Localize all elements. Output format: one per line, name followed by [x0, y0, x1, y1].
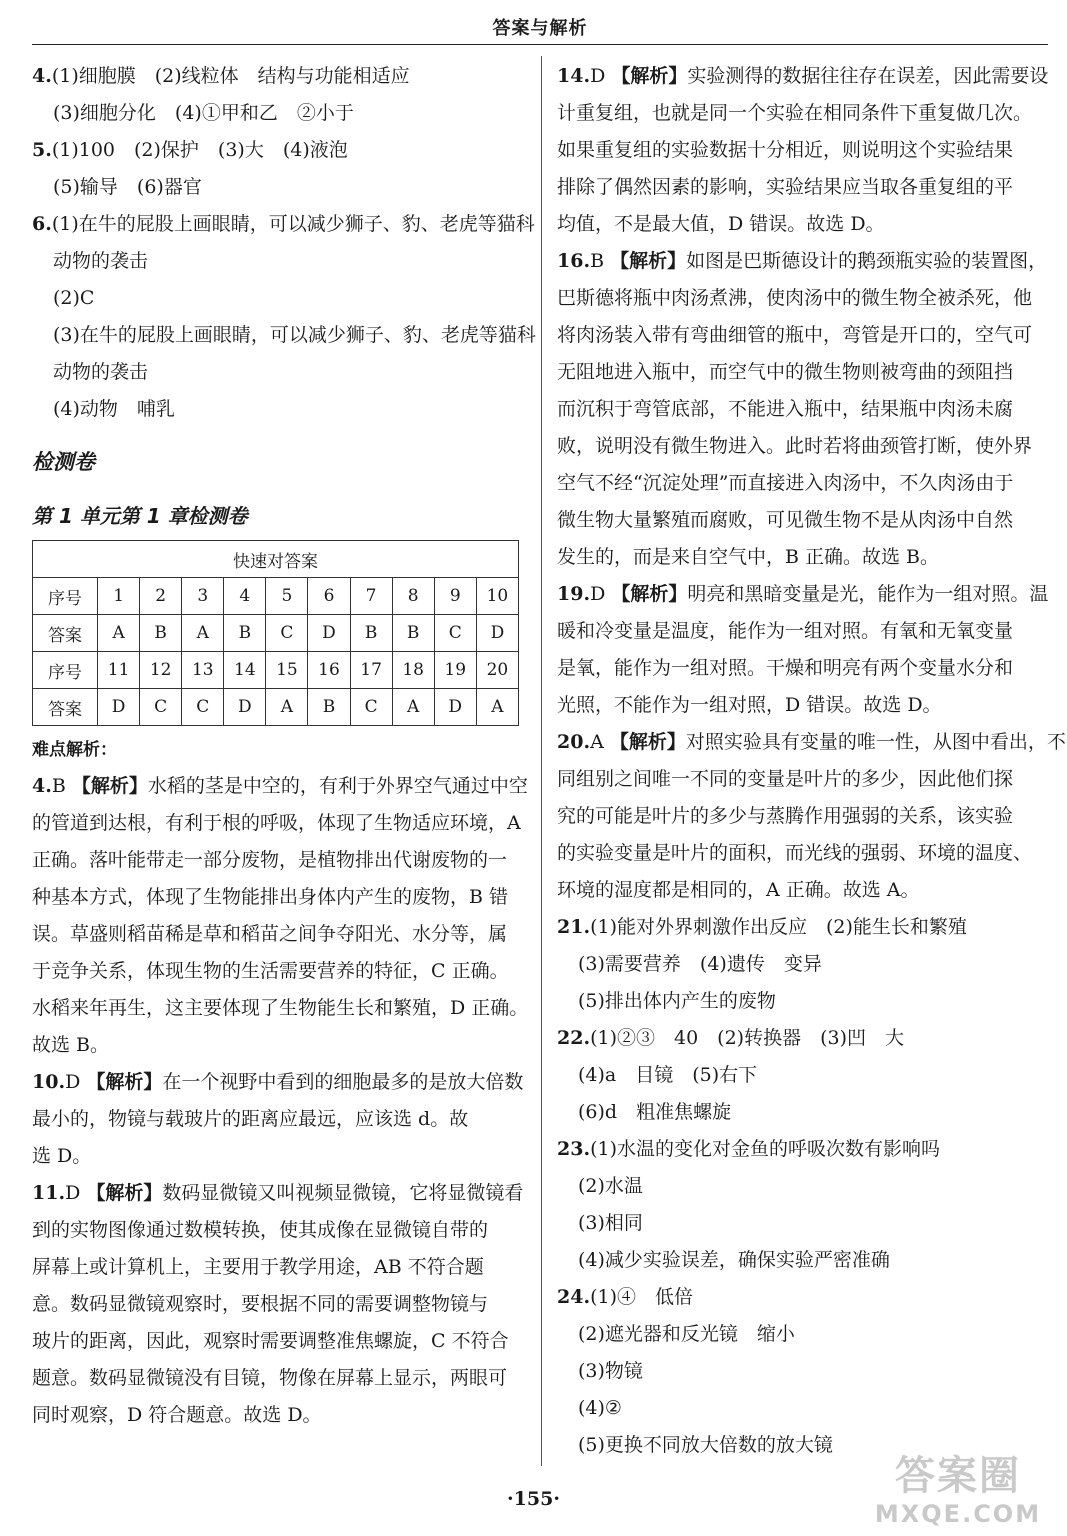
analysis-line: 玻片的距离，因此，观察时需要调整准焦螺旋，C 不符合 — [32, 1330, 509, 1352]
analysis-line: 于竞争关系，体现生物的生活需要营养的特征，C 正确。 — [32, 960, 509, 982]
answer-line: (3)相同 — [578, 1212, 643, 1234]
analysis-tag: 【解析】 — [86, 1071, 163, 1093]
table-cell: B — [140, 615, 182, 652]
answer-letter: D — [65, 1182, 81, 1204]
question-number: 16. — [557, 250, 591, 272]
analysis-line: 误。草盛则稻苗稀是草和稻苗之间争夺阳光、水分等，属 — [32, 923, 508, 945]
watermark-text: 答案圈 — [895, 1453, 1021, 1499]
row-label: 序号 — [33, 652, 98, 689]
analysis-line: 计重复组，也就是同一个实验在相同条件下重复做几次。 — [557, 102, 1033, 124]
answer-6-line: (2)C — [53, 287, 95, 309]
analysis-tag: 【解析】 — [609, 731, 686, 753]
answer-line: (2)水温 — [578, 1175, 643, 1197]
answer-letter: D — [65, 1071, 81, 1093]
analysis-line: 将肉汤装入带有弯曲细管的瓶中，弯管是开口的，空气可 — [557, 324, 1033, 346]
table-row — [33, 615, 519, 652]
analysis-19 — [557, 576, 1047, 724]
table-row — [33, 652, 519, 689]
answer-5-line: (1)100 (2)保护 (3)大 (4)液泡 — [51, 139, 348, 161]
answer-4: 4.(1)细胞膜 (2)线粒体 结构与功能相适应 (3)细胞分化 (4)①甲和乙 ②小于 — [32, 65, 410, 124]
answer-line: (6)d 粗准焦螺旋 — [578, 1101, 732, 1123]
table-cell: 18 — [392, 652, 434, 689]
table-cell: C — [140, 689, 182, 726]
analysis-line: 最小的，物镜与载玻片的距离应最远，应该选 d。故 — [32, 1108, 469, 1130]
quick-answer-table — [32, 540, 519, 726]
analysis-10 — [32, 1064, 532, 1175]
table-caption: 快速对答案 — [33, 541, 519, 578]
analysis-line: 巴斯德将瓶中肉汤煮沸，使肉汤中的微生物全被杀死，他 — [557, 287, 1033, 309]
table-cell: D — [308, 615, 350, 652]
table-cell: 20 — [476, 652, 518, 689]
table-cell: C — [266, 615, 308, 652]
row-label: 序号 — [33, 578, 98, 615]
table-cell: C — [350, 689, 392, 726]
answer-6-line: 动物的袭击 — [53, 361, 149, 383]
table-cell: 3 — [182, 578, 224, 615]
analysis-line: 均值，不是最大值，D 错误。故选 D。 — [557, 213, 885, 235]
analysis-line: 明亮和黑暗变量是光，能作为一组对照。温 — [687, 583, 1049, 605]
table-cell: 5 — [266, 578, 308, 615]
analysis-line: 空气不经“沉淀处理”而直接进入肉汤中，不久肉汤由于 — [557, 472, 1014, 494]
analysis-line: 水稻来年再生，这主要体现了生物能生长和繁殖，D 正确。 — [32, 997, 529, 1019]
analysis-line: 题意。数码显微镜没有目镜，物像在屏幕上显示，两眼可 — [32, 1367, 508, 1389]
answer-21 — [557, 909, 1047, 1020]
table-cell: D — [224, 689, 266, 726]
answer-23 — [557, 1131, 1047, 1279]
table-cell: 13 — [182, 652, 224, 689]
right-column — [557, 58, 1066, 1464]
row-label: 答案 — [33, 615, 98, 652]
table-cell: 11 — [98, 652, 140, 689]
analysis-line: 微生物大量繁殖而腐败，可见微生物不是从肉汤中自然 — [557, 509, 1014, 531]
analysis-tag: 【解析】 — [86, 1182, 163, 1204]
analysis-line: 同组别之间唯一不同的变量是叶片的多少，因此他们探 — [557, 768, 1014, 790]
table-cell: 19 — [434, 652, 476, 689]
answer-4-line: (3)细胞分化 (4)①甲和乙 ②小于 — [53, 102, 354, 124]
analysis-line: 而沉积于弯管底部，不能进入瓶中，结果瓶中肉汤未腐 — [557, 398, 1014, 420]
answer-4-line: (1)细胞膜 (2)线粒体 结构与功能相适应 — [51, 65, 410, 87]
hard-analysis-title: 难点解析： — [32, 740, 117, 760]
analysis-20 — [557, 724, 1066, 909]
column-divider — [541, 56, 542, 1466]
table-cell: B — [350, 615, 392, 652]
analysis-line: 同时观察，D 符合题意。故选 D。 — [32, 1404, 322, 1426]
table-cell: 12 — [140, 652, 182, 689]
section-title: 检测卷 — [32, 450, 95, 474]
table-cell: D — [98, 689, 140, 726]
answer-5: 5.(1)100 (2)保护 (3)大 (4)液泡 (5)输导 (6)器官 — [32, 139, 348, 198]
answer-line: (4)减少实验误差，确保实验严密准确 — [578, 1249, 890, 1271]
question-number: 22. — [557, 1027, 591, 1049]
table-cell: A — [392, 689, 434, 726]
table-cell: 15 — [266, 652, 308, 689]
table-cell: A — [476, 689, 518, 726]
page-header — [32, 14, 1048, 45]
answer-line: (4)② — [578, 1397, 622, 1419]
analysis-line: 在一个视野中看到的细胞最多的是放大倍数 — [162, 1071, 524, 1093]
analysis-line: 意。数码显微镜观察时，要根据不同的需要调整物镜与 — [32, 1293, 489, 1315]
question-number: 21. — [557, 916, 591, 938]
watermark-url: MXQE.COM — [874, 1500, 1042, 1528]
analysis-line: 的实验变量是叶片的面积，而光线的强弱、环境的温度、 — [557, 842, 1033, 864]
answer-6-line: (4)动物 哺乳 — [53, 398, 175, 420]
table-cell: B — [308, 689, 350, 726]
table-cell: 4 — [224, 578, 266, 615]
table-cell: 17 — [350, 652, 392, 689]
answer-22 — [557, 1020, 1047, 1131]
analysis-line: 发生的，而是来自空气中，B 正确。故选 B。 — [557, 546, 940, 568]
table-cell: 1 — [98, 578, 140, 615]
answer-letter: D — [590, 65, 606, 87]
page-number: ·155· — [507, 1488, 560, 1510]
answer-line: (5)更换不同放大倍数的放大镜 — [578, 1434, 833, 1456]
analysis-line: 环境的湿度都是相同的，A 正确。故选 A。 — [557, 879, 920, 901]
table-cell: A — [182, 615, 224, 652]
question-number: 19. — [557, 583, 591, 605]
table-cell: C — [434, 615, 476, 652]
table-cell: 8 — [392, 578, 434, 615]
question-number: 11. — [32, 1182, 66, 1204]
left-column — [32, 58, 536, 1434]
answer-line: (3)物镜 — [578, 1360, 643, 1382]
table-cell: B — [392, 615, 434, 652]
table-cell: C — [182, 689, 224, 726]
analysis-4 — [32, 768, 532, 1064]
table-cell: 9 — [434, 578, 476, 615]
analysis-line: 屏幕上或计算机上，主要用于教学用途，AB 不符合题 — [32, 1256, 484, 1278]
answer-24 — [557, 1279, 1047, 1464]
answer-letter: B — [590, 250, 605, 272]
analysis-line: 种基本方式，体现了生物能排出身体内产生的废物，B 错 — [32, 886, 509, 908]
question-number: 24. — [557, 1286, 591, 1308]
answer-line: (3)需要营养 (4)遗传 变异 — [578, 953, 822, 975]
answer-6-line: 动物的袭击 — [53, 250, 149, 272]
analysis-line: 是氧，能作为一组对照。干燥和明亮有两个变量水分和 — [557, 657, 1014, 679]
analysis-line: 无阻地进入瓶中，而空气中的微生物则被弯曲的颈阻挡 — [557, 361, 1014, 383]
question-number: 20. — [557, 731, 591, 753]
analysis-line: 光照，不能作为一组对照，D 错误。故选 D。 — [557, 694, 942, 716]
answer-letter: A — [590, 731, 604, 753]
analysis-line: 数码显微镜又叫视频显微镜，它将显微镜看 — [162, 1182, 524, 1204]
answer-5-line: (5)输导 (6)器官 — [53, 176, 202, 198]
answer-letter: D — [590, 583, 606, 605]
chapter-title: 第 1 单元第 1 章检测卷 — [32, 504, 248, 528]
question-number: 14. — [557, 65, 591, 87]
analysis-line: 到的实物图像通过数模转换，使其成像在显微镜自带的 — [32, 1219, 489, 1241]
table-cell: 10 — [476, 578, 518, 615]
answer-6-line: (1)在牛的屁股上画眼睛，可以减少狮子、豹、老虎等猫科 — [51, 213, 535, 235]
analysis-14 — [557, 58, 1047, 243]
table-cell: 14 — [224, 652, 266, 689]
analysis-line: 暖和冷变量是温度，能作为一组对照。有氧和无氧变量 — [557, 620, 1014, 642]
answer-line: (2)遮光器和反光镜 缩小 — [578, 1323, 795, 1345]
analysis-line: 故选 B。 — [32, 1034, 110, 1056]
analysis-tag: 【解析】 — [610, 250, 687, 272]
table-cell: 16 — [308, 652, 350, 689]
watermark-logo — [863, 1452, 1053, 1532]
answer-line: (4)a 目镜 (5)右下 — [578, 1064, 758, 1086]
answer-6-line: (3)在牛的屁股上画眼睛，可以减少狮子、豹、老虎等猫科 — [53, 324, 536, 346]
table-cell: D — [476, 615, 518, 652]
table-row — [33, 689, 519, 726]
analysis-tag: 【解析】 — [71, 775, 148, 797]
analysis-line: 排除了偶然因素的影响，实验结果应当取各重复组的平 — [557, 176, 1014, 198]
answer-line: (5)排出体内产生的废物 — [578, 990, 776, 1012]
answer-6: 6.(1)在牛的屁股上画眼睛，可以减少狮子、豹、老虎等猫科 动物的袭击 (2)C (3)在牛的屁股上画眼睛，可以减少狮子、豹、老虎等猫科 动物的袭击 (4)动物 哺乳 — [32, 213, 536, 420]
row-label: 答案 — [33, 689, 98, 726]
analysis-16 — [557, 243, 1047, 576]
question-number: 10. — [32, 1071, 66, 1093]
table-cell: 7 — [350, 578, 392, 615]
table-cell: D — [434, 689, 476, 726]
table-cell: 2 — [140, 578, 182, 615]
analysis-tag: 【解析】 — [611, 65, 688, 87]
question-number: 23. — [557, 1138, 591, 1160]
answer-line: (1)②③ 40 (2)转换器 (3)凹 大 — [590, 1027, 904, 1049]
answer-letter: B — [51, 775, 66, 797]
analysis-line: 水稻的茎是中空的，有利于外界空气通过中空 — [147, 775, 528, 797]
analysis-line: 实验测得的数据往往存在误差，因此需要设 — [687, 65, 1049, 87]
analysis-11 — [32, 1175, 532, 1434]
table-cell: A — [98, 615, 140, 652]
answer-line: (1)能对外界刺激作出反应 (2)能生长和繁殖 — [590, 916, 967, 938]
analysis-line: 如果重复组的实验数据十分相近，则说明这个实验结果 — [557, 139, 1014, 161]
answer-line: (1)水温的变化对金鱼的呼吸次数有影响吗 — [590, 1138, 940, 1160]
analysis-line: 如图是巴斯德设计的鹅颈瓶实验的装置图， — [686, 250, 1048, 272]
table-cell: 6 — [308, 578, 350, 615]
answer-line: (1)④ 低倍 — [590, 1286, 693, 1308]
question-number: 4. — [32, 775, 52, 797]
analysis-line: 选 D。 — [32, 1145, 92, 1167]
analysis-line: 对照实验具有变量的唯一性，从图中看出，不 — [685, 731, 1066, 753]
analysis-tag: 【解析】 — [611, 583, 688, 605]
analysis-line: 正确。落叶能带走一部分废物，是植物排出代谢废物的一 — [32, 849, 508, 871]
analysis-line: 的管道到达根，有利于根的呼吸，体现了生物适应环境，A — [32, 812, 521, 834]
table-cell: A — [266, 689, 308, 726]
table-cell: B — [224, 615, 266, 652]
analysis-line: 败，说明没有微生物进入。此时若将曲颈管打断，使外界 — [557, 435, 1033, 457]
table-row — [33, 578, 519, 615]
analysis-line: 究的可能是叶片的多少与蒸腾作用强弱的关系，该实验 — [557, 805, 1014, 827]
header-title: 答案与解析 — [492, 18, 588, 39]
